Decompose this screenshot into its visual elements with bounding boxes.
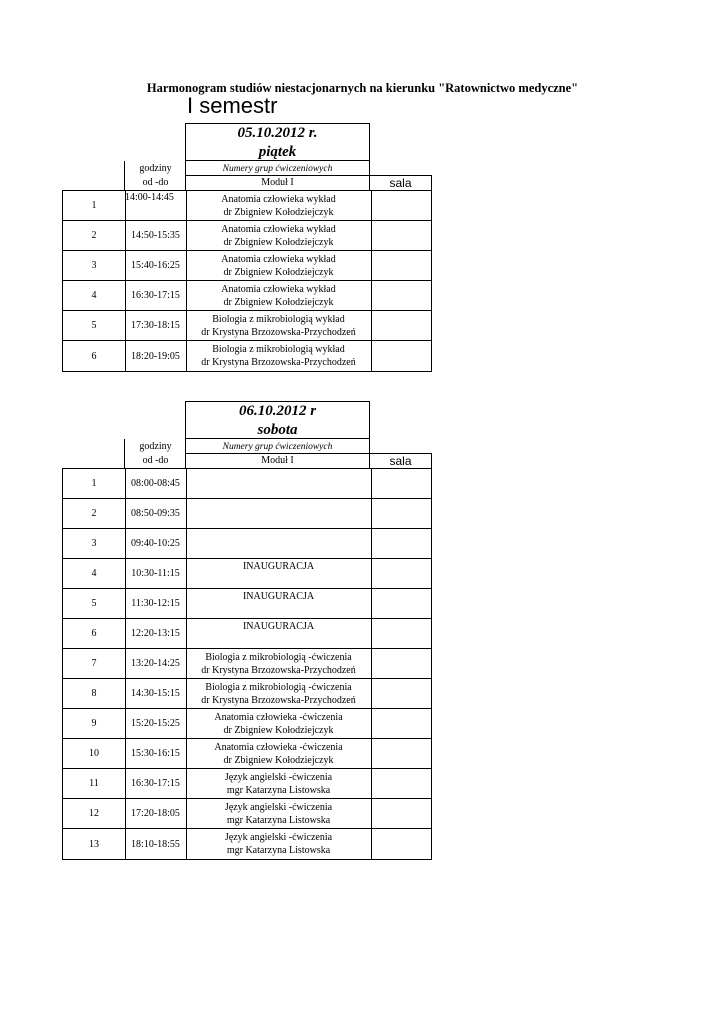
row-time: 16:30-17:15 bbox=[125, 769, 187, 798]
subject-name: Anatomia człowieka -ćwiczenia bbox=[214, 741, 343, 753]
row-time: 14:30-15:15 bbox=[125, 679, 187, 708]
row-subject-cell bbox=[186, 191, 372, 220]
table-row bbox=[63, 281, 431, 311]
subject-name: Biologia z mikrobiologią -ćwiczenia bbox=[205, 681, 352, 693]
col-from-to-label: od -do bbox=[124, 176, 186, 190]
col-module-label: Moduł I bbox=[185, 453, 370, 469]
row-room-cell bbox=[371, 559, 431, 588]
row-room-cell bbox=[371, 281, 431, 310]
teacher-name: dr Krystyna Brzozowska-Przychodzeń bbox=[201, 664, 356, 676]
table-row bbox=[63, 799, 431, 829]
table-row bbox=[63, 739, 431, 769]
row-number: 3 bbox=[63, 529, 126, 558]
col-hours-label: godziny bbox=[124, 161, 186, 176]
day-date: 05.10.2012 r. bbox=[237, 125, 318, 141]
row-number: 3 bbox=[63, 251, 126, 280]
row-number: 1 bbox=[63, 469, 126, 498]
teacher-name: mgr Katarzyna Listowska bbox=[226, 814, 331, 826]
row-subject-cell bbox=[186, 559, 372, 588]
row-subject-cell bbox=[186, 829, 372, 859]
subject-name: Biologia z mikrobiologią wykład bbox=[212, 313, 345, 325]
teacher-name: mgr Katarzyna Listowska bbox=[226, 845, 331, 856]
row-time: 08:50-09:35 bbox=[125, 499, 187, 528]
row-time: 17:30-18:15 bbox=[125, 311, 187, 340]
row-time: 16:30-17:15 bbox=[125, 281, 187, 310]
row-room-cell bbox=[371, 251, 431, 280]
row-number: 10 bbox=[63, 739, 126, 768]
teacher-name: dr Zbigniew Kołodziejczyk bbox=[223, 236, 334, 248]
subject-name: Język angielski -ćwiczenia bbox=[224, 801, 333, 813]
schedule-table-friday bbox=[62, 190, 432, 372]
row-subject-cell bbox=[186, 799, 372, 828]
row-room-cell bbox=[371, 649, 431, 678]
row-room-cell bbox=[371, 799, 431, 828]
subject-name: Anatomia człowieka wykład bbox=[221, 283, 336, 295]
table-row bbox=[63, 829, 431, 859]
row-subject-cell bbox=[186, 251, 372, 280]
row-time: 18:20-19:05 bbox=[125, 341, 187, 371]
row-time: 14:50-15:35 bbox=[125, 221, 187, 250]
row-time: 14:00-14:45 bbox=[125, 191, 187, 220]
day-date: 06.10.2012 r bbox=[238, 403, 317, 419]
table-row bbox=[63, 709, 431, 739]
subject-name: Biologia z mikrobiologią -ćwiczenia bbox=[205, 651, 352, 663]
row-time: 09:40-10:25 bbox=[125, 529, 187, 558]
row-number: 7 bbox=[63, 649, 126, 678]
row-subject-cell bbox=[186, 529, 372, 558]
table-row bbox=[63, 589, 431, 619]
row-number: 9 bbox=[63, 709, 126, 738]
row-room-cell bbox=[371, 769, 431, 798]
row-time: 15:20-15:25 bbox=[125, 709, 187, 738]
table-row bbox=[63, 619, 431, 649]
row-subject-cell bbox=[186, 619, 372, 648]
row-time: 11:30-12:15 bbox=[125, 589, 187, 618]
semester-heading: I semestr bbox=[187, 93, 278, 118]
row-number: 2 bbox=[63, 499, 126, 528]
row-number: 1 bbox=[63, 191, 126, 220]
teacher-name: dr Krystyna Brzozowska-Przychodzeń bbox=[201, 357, 356, 368]
row-number: 12 bbox=[63, 799, 126, 828]
row-room-cell bbox=[371, 191, 431, 220]
teacher-name: mgr Katarzyna Listowska bbox=[226, 784, 331, 796]
day-weekday: piątek bbox=[258, 144, 297, 160]
row-room-cell bbox=[371, 311, 431, 340]
subject-name: Język angielski -ćwiczenia bbox=[224, 771, 333, 783]
document-title: Harmonogram studiów niestacjonarnych na kierunku "Ratownictwo medyczne" bbox=[146, 81, 579, 95]
row-subject-cell bbox=[186, 499, 372, 528]
row-number: 2 bbox=[63, 221, 126, 250]
table-row bbox=[63, 311, 431, 341]
table-row bbox=[63, 499, 431, 529]
subject-name: Anatomia człowieka wykład bbox=[221, 193, 336, 205]
row-subject-cell bbox=[186, 739, 372, 768]
day-weekday: sobota bbox=[257, 422, 298, 438]
row-room-cell bbox=[371, 619, 431, 648]
day-header-saturday bbox=[185, 401, 370, 439]
row-room-cell bbox=[371, 469, 431, 498]
row-room-cell bbox=[371, 589, 431, 618]
row-time: 12:20-13:15 bbox=[125, 619, 187, 648]
row-subject-cell bbox=[186, 649, 372, 678]
row-subject-cell bbox=[186, 311, 372, 340]
row-room-cell bbox=[371, 679, 431, 708]
row-room-cell bbox=[371, 221, 431, 250]
teacher-name: dr Zbigniew Kołodziejczyk bbox=[223, 206, 334, 218]
table-row bbox=[63, 341, 431, 371]
row-time: 17:20-18:05 bbox=[125, 799, 187, 828]
row-time: 10:30-11:15 bbox=[125, 559, 187, 588]
table-row bbox=[63, 191, 431, 221]
row-time: 13:20-14:25 bbox=[125, 649, 187, 678]
row-time: 18:10-18:55 bbox=[125, 829, 187, 859]
table-row bbox=[63, 251, 431, 281]
teacher-name: dr Zbigniew Kołodziejczyk bbox=[223, 754, 334, 766]
row-time: 08:00-08:45 bbox=[125, 469, 187, 498]
col-hours-label: godziny bbox=[124, 439, 186, 454]
row-number: 5 bbox=[63, 311, 126, 340]
col-room-label: sala bbox=[369, 175, 432, 191]
row-number: 6 bbox=[63, 341, 126, 371]
row-subject-cell bbox=[186, 341, 372, 371]
row-subject-cell bbox=[186, 281, 372, 310]
teacher-name: dr Krystyna Brzozowska-Przychodzeń bbox=[201, 694, 356, 706]
subject-name: Anatomia człowieka -ćwiczenia bbox=[214, 711, 343, 723]
table-row bbox=[63, 469, 431, 499]
row-subject-cell bbox=[186, 769, 372, 798]
col-from-to-label: od -do bbox=[124, 454, 186, 468]
row-number: 4 bbox=[63, 281, 126, 310]
row-subject-cell bbox=[186, 589, 372, 618]
table-row bbox=[63, 649, 431, 679]
subject-name: Język angielski -ćwiczenia bbox=[224, 832, 333, 843]
row-room-cell bbox=[371, 341, 431, 371]
subject-name: INAUGURACJA bbox=[242, 621, 315, 632]
row-number: 13 bbox=[63, 829, 126, 859]
col-room-label: sala bbox=[369, 453, 432, 469]
teacher-name: dr Zbigniew Kołodziejczyk bbox=[223, 266, 334, 278]
row-subject-cell bbox=[186, 679, 372, 708]
col-groups-label: Numery grup ćwiczeniowych bbox=[185, 160, 370, 176]
table-row bbox=[63, 221, 431, 251]
schedule-table-saturday bbox=[62, 468, 432, 860]
table-row bbox=[63, 559, 431, 589]
table-row bbox=[63, 769, 431, 799]
row-room-cell bbox=[371, 529, 431, 558]
teacher-name: dr Krystyna Brzozowska-Przychodzeń bbox=[201, 326, 356, 338]
row-number: 5 bbox=[63, 589, 126, 618]
table-row bbox=[63, 529, 431, 559]
row-number: 11 bbox=[63, 769, 126, 798]
row-room-cell bbox=[371, 739, 431, 768]
row-room-cell bbox=[371, 499, 431, 528]
day-header-friday bbox=[185, 123, 370, 161]
row-time: 15:40-16:25 bbox=[125, 251, 187, 280]
row-room-cell bbox=[371, 709, 431, 738]
row-number: 4 bbox=[63, 559, 126, 588]
row-subject-cell bbox=[186, 221, 372, 250]
table-row bbox=[63, 679, 431, 709]
subject-name: INAUGURACJA bbox=[242, 561, 315, 572]
row-number: 8 bbox=[63, 679, 126, 708]
subject-name: INAUGURACJA bbox=[242, 591, 315, 602]
subject-name: Anatomia człowieka wykład bbox=[221, 223, 336, 235]
row-subject-cell bbox=[186, 709, 372, 738]
col-module-label: Moduł I bbox=[185, 175, 370, 191]
teacher-name: dr Zbigniew Kołodziejczyk bbox=[223, 724, 334, 736]
subject-name: Anatomia człowieka wykład bbox=[221, 253, 336, 265]
row-time: 15:30-16:15 bbox=[125, 739, 187, 768]
col-groups-label: Numery grup ćwiczeniowych bbox=[185, 438, 370, 454]
row-room-cell bbox=[371, 829, 431, 859]
row-number: 6 bbox=[63, 619, 126, 648]
subject-name: Biologia z mikrobiologią wykład bbox=[212, 344, 345, 355]
teacher-name: dr Zbigniew Kołodziejczyk bbox=[223, 296, 334, 308]
row-subject-cell bbox=[186, 469, 372, 498]
